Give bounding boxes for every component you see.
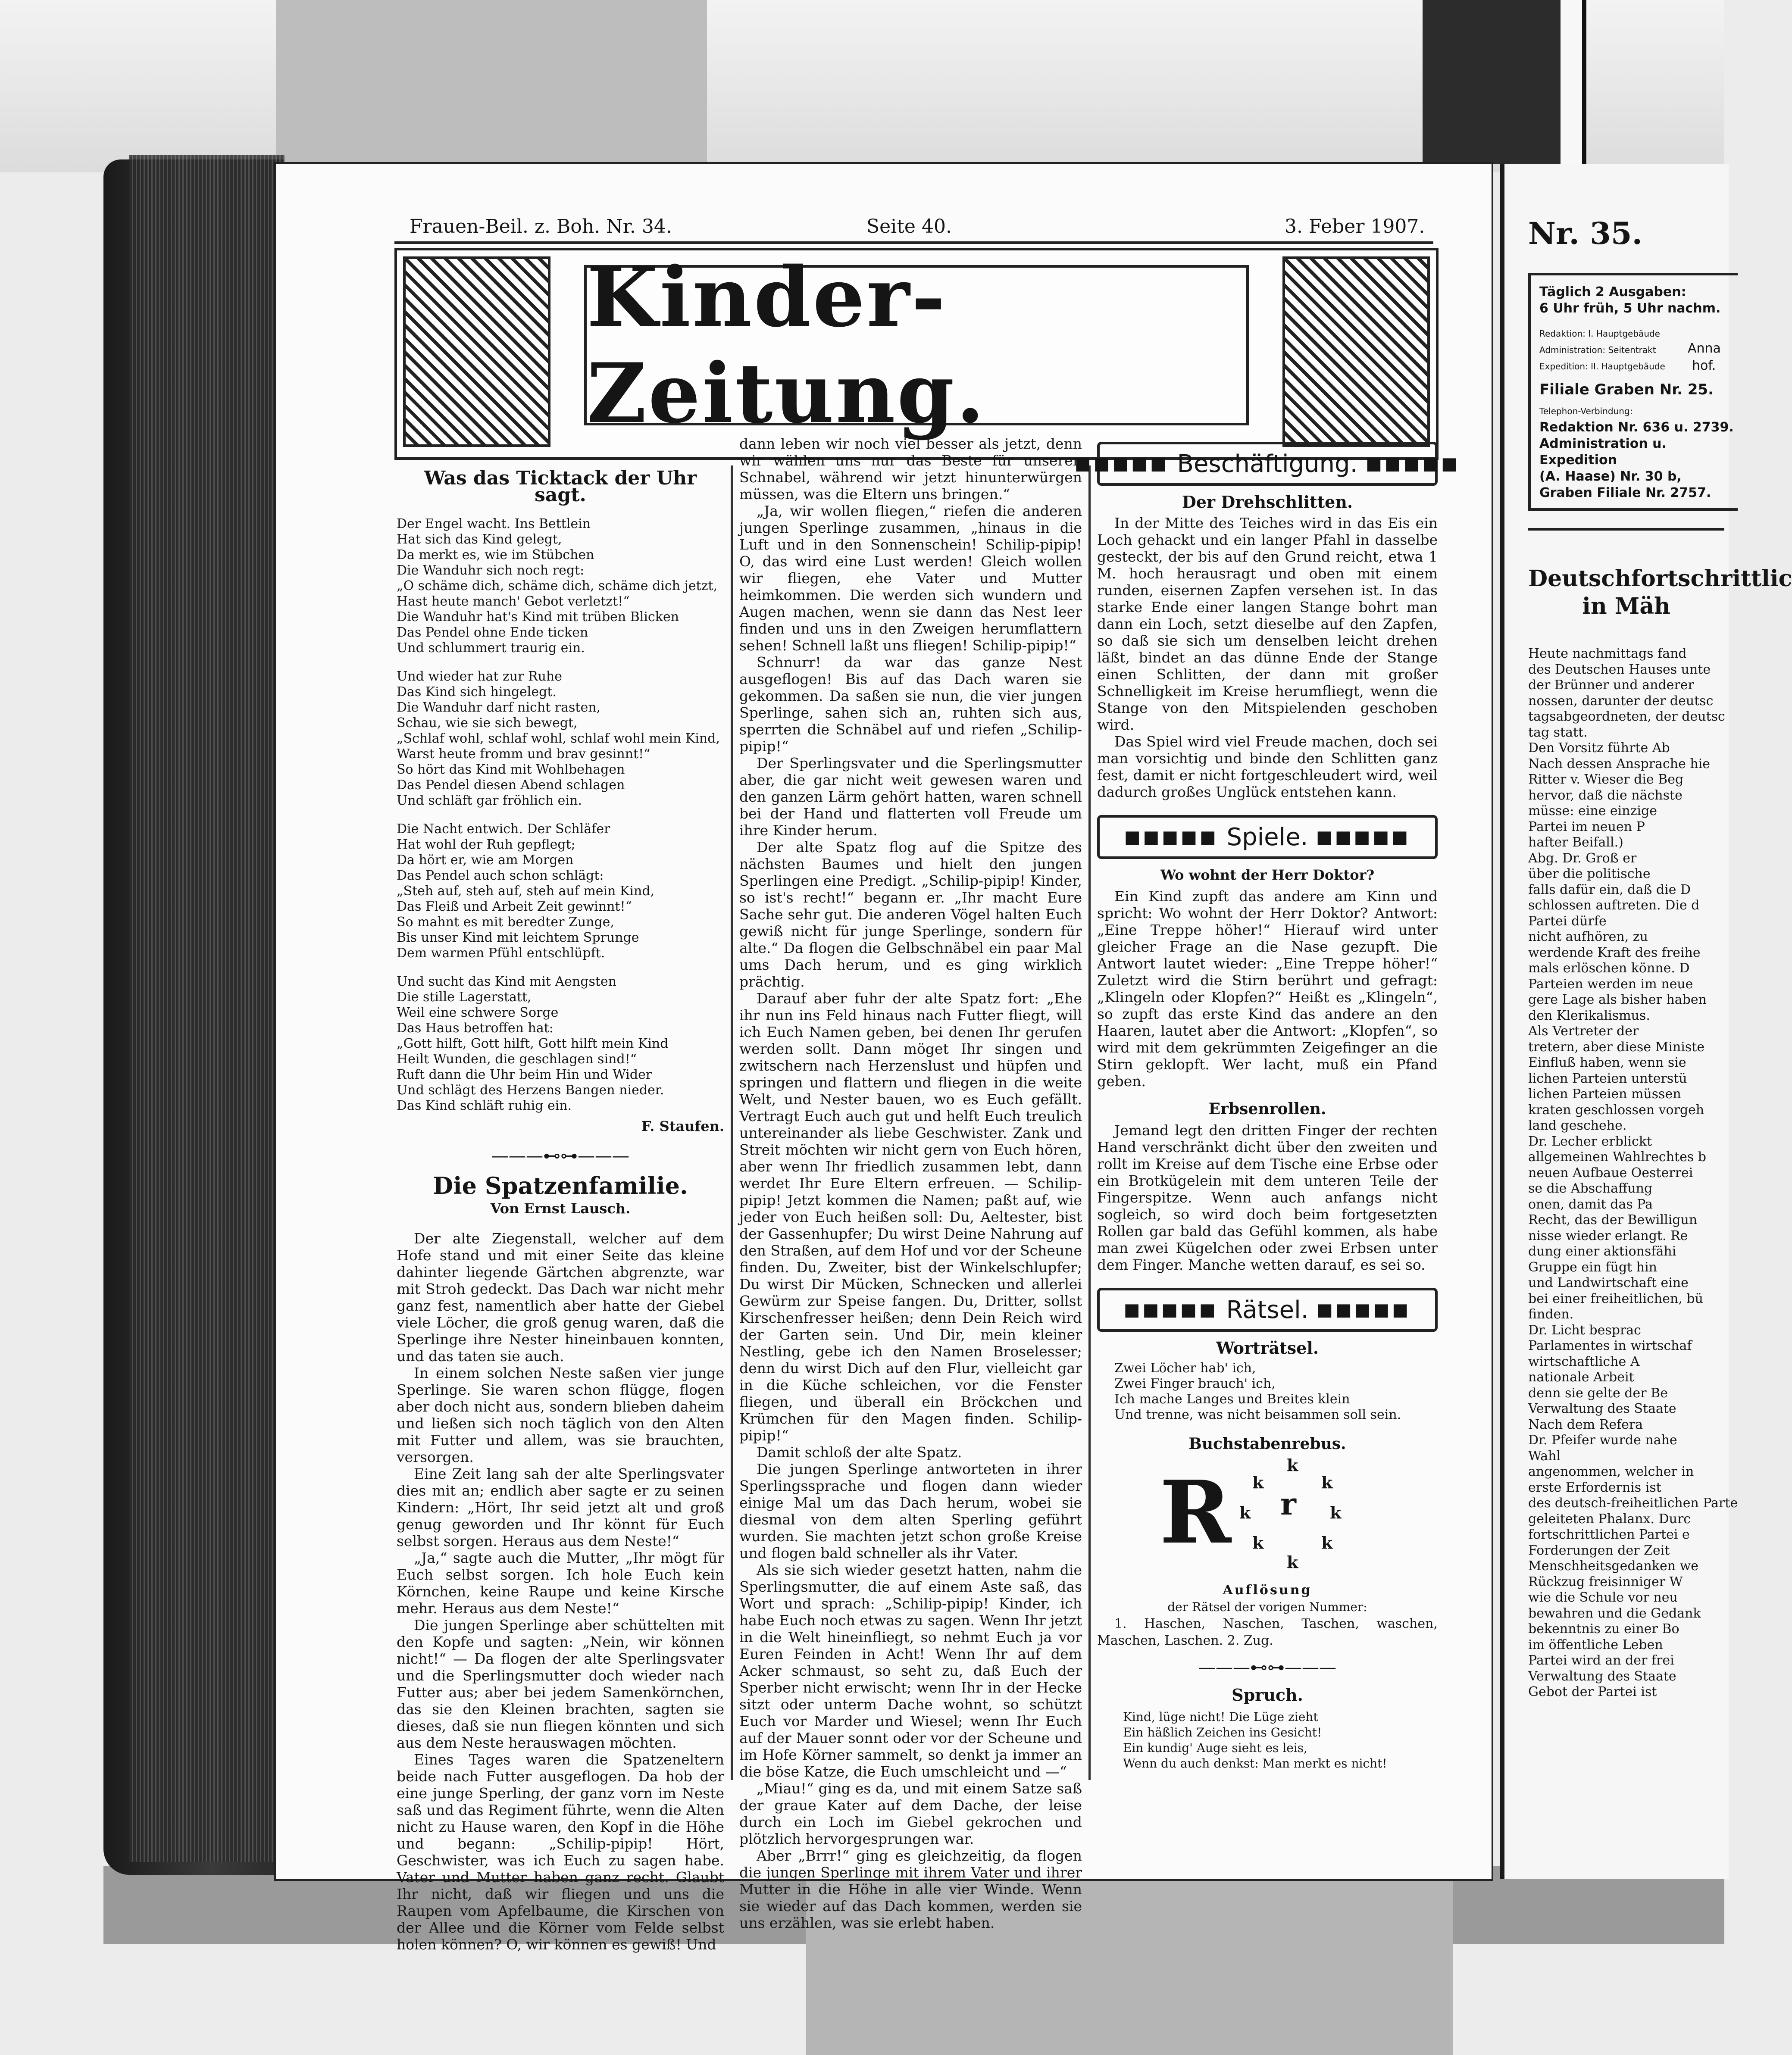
story-paragraph: Eine Zeit lang sah der alte Sperlingsvater dies mit an; endlich aber sagte er zu seinen Kindern: „Hört, Ihr seid jetzt alt und groß genug geworden und Ihr könnt für Euch selbst sorgen. Heraus aus dem Neste!“	[397, 1465, 724, 1549]
saying-verse: Kind, lüge nicht! Die Lüge zieht Ein häßlich Zeichen ins Gesicht! Ein kundig' Auge sieht es leis, Wenn du auch denkst: Man merkt es nicht!	[1123, 1710, 1387, 1771]
story-paragraph: Der alte Spatz flog auf die Spitze des nächsten Baumes und hielt den jungen Sperlingen eine Predigt. „Schilip-pipip! Kinder, so ist's recht!“ begann er. „Ihr macht Eure Sache sehr gut. Die anderen Vögel halten Euch gewiß nicht für junge Sperlinge, sondern für alte.“ Da flogen die Gelbschnäbel ein paar Mal ums Dach herum, und es ging wirklich prächtig.	[739, 839, 1082, 990]
article-line: bekenntnis zu einer Bo	[1528, 1621, 1679, 1637]
story-paragraph: Damit schloß der alte Spatz.	[757, 1444, 962, 1461]
article-line: schlossen auftreten. Die d	[1528, 898, 1700, 913]
rebus-letter: k	[1330, 1503, 1342, 1522]
poem-stanza: Die Nacht entwich. Der Schläfer Hat wohl der Ruh gepflegt; Da hört er, wie am Morgen Das Pendel auch schon schlägt: „Steh auf, steh auf, steh auf mein Kind, Das Fleiß und Arbeit Zeit gewinnt!“ So mahnt es mit beredter Zunge, Bis unser Kind mit leichtem Sprunge Dem warmen Pfühl entschlüpft.	[397, 821, 655, 961]
article-line: hafter Beifall.)	[1528, 835, 1623, 850]
square-ornament: ■■■■■	[1308, 827, 1411, 847]
saying-title: Spruch.	[1232, 1685, 1303, 1705]
story-paragraph: „Ja, wir wollen fliegen,“ riefen die anderen jungen Sperlinge zusammen, „hinaus in die Luft und in den Sonnenschein! Schilip-pipip! O, das wird eine Lust werden! Gleich wollen wir fliegen, ehe Vater und Mutter heimkommen. Die werden sich wundern und Augen machen, wenn sie dann das Nest leer finden und uns in den Zweigen herumflattern sehen! Schnell laßt uns fliegen! Schilip-pipip!“	[739, 503, 1082, 654]
section-header-beschaeftigung	[1074, 442, 1460, 486]
story-paragraph: dann leben wir noch viel besser als jetzt, denn wir wählen uns nur das Beste für unseren Schnabel, während wir jetzt hinunterwürgen müssen, was die Eltern uns bringen.“	[739, 435, 1082, 503]
rebus-letter: k	[1239, 1503, 1251, 1522]
article-line: Gebot der Partei ist	[1528, 1684, 1657, 1699]
article-paragraph: Das Spiel wird viel Freude machen, doch sei man vorsichtig und binde den Schlitten ganz fest, damit er nicht fortgeschleudert wird, weil dadurch großes Unglück entstehen kann.	[1097, 733, 1438, 800]
article-line: hervor, daß die nächste	[1528, 787, 1683, 803]
article-line: Rückzug freisinniger W	[1528, 1574, 1683, 1590]
solution-label: Auflösung	[1223, 1583, 1312, 1598]
rebus-letter: k	[1287, 1552, 1298, 1572]
rebus-title: Buchstabenrebus.	[1188, 1435, 1346, 1453]
info-line: Telephon-Verbindung:	[1539, 406, 1633, 416]
info-line: Anna	[1688, 341, 1721, 356]
article-line: allgemeinen Wahlrechtes b	[1528, 1149, 1706, 1165]
article-line: Als Vertreter der	[1528, 1024, 1639, 1039]
article-line: falls dafür ein, daß die D	[1528, 882, 1691, 897]
story-paragraph: Die jungen Sperlinge antworteten in ihrer Sperlingssprache und flogen dann wieder einige Mal um das Dach herum, wobei sie diesmal von dem alten Sperling geführt wurden. Sie machten jetzt schon große Kreise und flogen bald schneller als ihr Vater.	[739, 1461, 1082, 1562]
article-line: mals erlöschen könne. D	[1528, 961, 1690, 976]
rebus-letter: k	[1287, 1455, 1298, 1475]
story-paragraph: Der alte Ziegenstall, welcher auf dem Hofe stand und mit einer Seite das kleine dahinter liegende Gärtchen abgrenzte, war mit Stroh gedeckt. Das Dach war nicht mehr ganz fest, namentlich aber hatte der Giebel viele Löcher, die groß genug waren, daß die Sperlinge ihre Nester hineinbauen konnten, und das taten sie auch.	[397, 1230, 724, 1365]
right-rule	[1528, 528, 1724, 531]
article-paragraph: Jemand legt den dritten Finger der rechten Hand verschränkt dicht über den zweiten und rollt im Kreise auf dem Tische eine Erbse oder ein Brotkügelein mit dem unteren Teile der Fingerspitze. Wenn auch anfangs nicht sogleich, so wird doch beim fortgesetzten Rollen gar bald das Gefühl kommen, als habe man zwei Kügelchen oder zwei Erbsen unter dem Finger. Manche wetten darauf, es sei so.	[1097, 1122, 1438, 1273]
square-ornament: ■■■■■	[1357, 453, 1460, 474]
article-line: lichen Parteien unterstü	[1528, 1071, 1687, 1086]
rebus-letter: k	[1321, 1473, 1333, 1492]
article-line: Recht, das der Bewilligun	[1528, 1212, 1698, 1227]
info-line: Administration: Seitentrakt	[1539, 345, 1656, 355]
info-box	[1528, 273, 1738, 511]
article-line: Parlamentes in wirtschaf	[1528, 1338, 1692, 1353]
article-line: geleiteten Phalanx. Durc	[1528, 1511, 1691, 1527]
column-2	[739, 435, 1082, 1931]
story-paragraph: Als sie sich wieder gesetzt hatten, nahm die Sperlingsmutter, die auf einem Aste saß, das Wort und sprach: „Schilip-pipip! Kinder, ich habe Euch noch etwas zu sagen. Wenn Ihr jetzt in die Welt hineinfliegt, so nehmt Euch ja vor Euren Feinden in Acht! Wenn Ihr auf dem Acker schmaust, so seht zu, daß Euch der Sperber nicht erwischt; wenn Ihr in der Hecke sitzt oder unterm Dache wohnt, so schützt Euch vor Marder und Wiesel; wenn Ihr Euch auf der Mauer sonnt oder vor der Scheune und im Hofe Körner sammelt, so denkt ja immer an die böse Katze, die Euch umschleicht und —“	[739, 1562, 1082, 1780]
story-byline: Von Ernst Lausch.	[490, 1200, 631, 1217]
square-ornament: ■■■■■	[1124, 827, 1227, 847]
article-line: angenommen, welcher in	[1528, 1464, 1694, 1479]
info-line: Redaktion: I. Hauptgebäude	[1539, 328, 1660, 339]
square-ornament: ■■■■■	[1074, 453, 1177, 474]
riddle-verse: Zwei Löcher hab' ich, Zwei Finger brauch' ich, Ich mache Langes und Breites klein Und trenne, was nicht beisammen soll sein.	[1114, 1361, 1401, 1422]
story-paragraph: „Ja,“ sagte auch die Mutter, „Ihr mögt für Euch selbst sorgen. Ich hole Euch kein Körnchen, keine Raupe und keine Kirsche mehr. Heraus aus dem Neste!“	[397, 1549, 724, 1617]
article-line: des Deutschen Hauses unte	[1528, 662, 1711, 677]
facing-page-content	[1528, 215, 1792, 1853]
background-strip	[276, 0, 707, 164]
article-line: fortschrittlichen Partei e	[1528, 1527, 1690, 1542]
article-line: Dr. Pfeifer wurde nahe	[1528, 1433, 1677, 1448]
article-line: Partei wird an der frei	[1528, 1653, 1674, 1668]
running-head-left: Frauen-Beil. z. Boh. Nr. 34.	[410, 215, 672, 237]
article-line: lichen Parteien müssen	[1528, 1087, 1681, 1102]
rebus-letter: k	[1252, 1473, 1264, 1492]
section-header-label: Beschäftigung.	[1177, 450, 1358, 478]
article-line: Einfluß haben, wenn sie	[1528, 1055, 1686, 1070]
right-knot-ornament	[1282, 256, 1430, 447]
article-line: bei einer freiheitlichen, bü	[1528, 1291, 1703, 1306]
article-line: werdende Kraft des freihe	[1528, 945, 1701, 960]
story-paragraph: Schnurr! da war das ganze Nest ausgeflogen! Bis auf das Dach waren sie gekommen. Da saßen sie nun, die vier jungen Sperlinge, sahen sich an, ruhten sich aus, sperrten die Schnäbel auf und riefen „Schilip-pipip!“	[739, 654, 1082, 755]
info-line: Administration u. Expedition	[1539, 436, 1667, 468]
info-line: Expedition: II. Hauptgebäude	[1539, 361, 1665, 372]
square-ornament: ■■■■■	[1308, 1299, 1411, 1320]
article-line: über die politische	[1528, 866, 1651, 881]
article-line: Ritter v. Wieser die Beg	[1528, 772, 1684, 787]
article-line: se die Abschaffung	[1528, 1181, 1653, 1196]
info-line: hof.	[1692, 358, 1716, 373]
rebus-center-letter: r	[1280, 1486, 1296, 1522]
story-title: Die Spatzenfamilie.	[433, 1172, 688, 1199]
article-line: Forderungen der Zeit	[1528, 1543, 1670, 1558]
article-line: neuen Aufbaue Oesterrei	[1528, 1165, 1693, 1181]
background-strip	[1582, 0, 1586, 164]
rebus-big-letter: R	[1160, 1462, 1232, 1563]
background-strip	[1561, 0, 1582, 164]
article-line: land geschehe.	[1528, 1118, 1627, 1133]
column-3	[1074, 442, 1460, 1771]
square-ornament: ■■■■■	[1123, 1299, 1226, 1320]
solution-text: 1. Haschen, Naschen, Taschen, waschen, Maschen, Laschen. 2. Zug.	[1097, 1616, 1438, 1648]
article-line: nossen, darunter der deutsc	[1528, 693, 1714, 709]
divider-ornament: ———⊷⊶———	[1198, 1658, 1336, 1677]
story-paragraph: Aber „Brrr!“ ging es gleichzeitig, da flogen die jungen Sperlinge mit ihrem Vater und ihrer Mutter in die Höhe in alle vier Winde. Wenn sie wieder auf das Dach kommen, werden sie uns erzählen, was sie erlebt haben.	[739, 1847, 1082, 1931]
article-line: tretern, aber diese Ministe	[1528, 1039, 1705, 1055]
article-line: Parteien werden im neue	[1528, 976, 1693, 992]
article-line: Nach dem Refera	[1528, 1417, 1643, 1432]
info-line: Graben Filiale Nr. 2757.	[1539, 485, 1711, 500]
article-line: nationale Arbeit	[1528, 1370, 1634, 1385]
article-line: onen, damit das Pa	[1528, 1196, 1653, 1212]
info-line: Redaktion Nr. 636 u. 2739.	[1539, 420, 1734, 435]
article-paragraph: Ein Kind zupft das andere am Kinn und spricht: Wo wohnt der Herr Doktor? Antwort: „Eine Treppe höher!“ Hierauf wird unter gleicher Frage an die Nase gezupft. Die Antwort lautet wieder: „Eine Treppe höher!“ Zuletzt wird die Stirn berührt und gefragt: „Klingeln oder Klopfen?“ Heißt es „Klingeln“, so zupft das erste Kind das andere an den Haaren, lautet aber die Antwort: „Klopfen“, so wird mit dem gekrümmten Zeigefinger an die Stirn geklopft. Wer lacht, muß ein Pfand geben.	[1097, 888, 1438, 1090]
rebus-figure	[1097, 1457, 1438, 1577]
article-line: Verwaltung des Staate	[1528, 1668, 1676, 1684]
article-line: im öffentliche Leben	[1528, 1637, 1663, 1652]
poem-stanza: Und sucht das Kind mit Aengsten Die stille Lagerstatt, Weil eine schwere Sorge Das Haus betroffen hat: „Gott hilft, Gott hilft, Gott hilft mein Kind Heilt Wunden, die geschlagen sind!“ Ruft dann die Uhr beim Hin und Wider Und schlägt des Herzens Bangen nieder. Das Kind schläft ruhig ein.	[397, 974, 669, 1113]
story-paragraph: „Miau!“ ging es da, und mit einem Satze saß der graue Kater auf dem Dache, der leise durch ein Loch im Giebel gekrochen und plötzlich hervorgesprungen war.	[739, 1780, 1082, 1847]
section-header-label: Spiele.	[1226, 823, 1308, 851]
column-divider	[731, 465, 733, 1780]
divider-ornament: ———⊷⊶———	[491, 1146, 629, 1166]
top-rule	[394, 241, 1433, 244]
right-article	[1528, 646, 1738, 1700]
article-line: des deutsch-freiheitlichen Parte	[1528, 1496, 1738, 1511]
poem-title: Was das Ticktack der Uhr sagt.	[424, 467, 697, 506]
section-header-raetsel	[1097, 1288, 1438, 1332]
story-paragraph: Eines Tages waren die Spatzeneltern beide nach Futter ausgeflogen. Da hob der eine junge Sperling, der ganz vorn im Neste saß und das Regiment führte, wenn die Alten nicht zu Hause waren, den Kopf in die Höhe und begann: „Schilip-pipip! Hört, Geschwister, was ich Euch zu sagen habe. Vater und Mutter haben ganz recht. Glaubt Ihr nicht, daß wir fliegen und uns die Raupen vom Apfelbaume, die Kirschen von der Allee und die Körner vom Felde selbst holen können? O, wir können es gewiß! Und	[397, 1751, 724, 1953]
article-line: finden.	[1528, 1307, 1574, 1322]
article-line: der Brünner und anderer	[1528, 678, 1694, 693]
article-line: Menschheitsgedanken we	[1528, 1558, 1699, 1574]
article-line: wirtschaftliche A	[1528, 1354, 1640, 1369]
article-line: Gruppe ein fügt hin	[1528, 1259, 1657, 1275]
running-head-center: Seite 40.	[866, 215, 952, 237]
article-line: denn sie gelte der Be	[1528, 1385, 1668, 1401]
article-line: nisse wieder erlangt. Re	[1528, 1228, 1688, 1243]
article-line: Heute nachmittags fand	[1528, 646, 1687, 661]
poem-stanza: Und wieder hat zur Ruhe Das Kind sich hingelegt. Die Wanduhr darf nicht rasten, Schau, wie sie sich bewegt, „Schlaf wohl, schlaf wohl, schlaf wohl mein Kind, Warst heute fromm und brav gesinnt!“ So hört das Kind mit Wohlbehagen Das Pendel diesen Abend schlagen Und schläft gar fröhlich ein.	[397, 669, 720, 808]
article-line: und Landwirtschaft eine	[1528, 1275, 1689, 1290]
column-divider	[1088, 465, 1091, 1780]
section-header-spiele	[1097, 815, 1438, 859]
info-line: Filiale Graben Nr. 25.	[1539, 381, 1714, 398]
page-edges	[129, 155, 285, 1862]
story-paragraph: In einem solchen Neste saßen vier junge Sperlinge. Sie waren schon flügge, flogen aber doch nicht aus, sondern blieben daheim und ließen sich noch täglich von den Alten mit Futter und allem, was sie brauchten, versorgen.	[397, 1365, 724, 1465]
solution-subtitle: der Rätsel der vorigen Nummer:	[1167, 1600, 1367, 1614]
article-title: Der Drehschlitten.	[1182, 492, 1353, 512]
article-line: Partei im neuen P	[1528, 819, 1645, 834]
article-line: Partei dürfe	[1528, 913, 1607, 929]
article-line: den Klerikalismus.	[1528, 1008, 1650, 1023]
story-paragraph: Der Sperlingsvater und die Sperlingsmutter aber, die gar nicht weit gewesen waren und den ganzen Lärm gehört hatten, waren schnell bei der Hand und flatterten voll Freude um ihre Kinder herum.	[739, 755, 1082, 839]
article-line: Dr. Lecher erblickt	[1528, 1134, 1652, 1149]
info-line: (A. Haase) Nr. 30 b,	[1539, 469, 1682, 484]
article-line: Verwaltung des Staate	[1528, 1401, 1676, 1416]
article-line: Dr. Licht besprac	[1528, 1322, 1641, 1338]
article-line: tagsabgeordneten, der deutsc	[1528, 709, 1725, 724]
article-line: gere Lage als bisher haben	[1528, 992, 1707, 1007]
issue-number: Nr. 35.	[1528, 215, 1642, 251]
background-strip	[1423, 0, 1565, 164]
article-line: bewahren und die Gedank	[1528, 1605, 1701, 1621]
article-title: Erbsenrollen.	[1208, 1100, 1326, 1118]
article-line: Wahl	[1528, 1448, 1561, 1464]
running-head-right: 3. Feber 1907.	[1285, 215, 1425, 237]
article-line: kraten geschlossen vorgeh	[1528, 1102, 1704, 1118]
rebus-letter: k	[1321, 1533, 1333, 1552]
article-line: Den Vorsitz führte Ab	[1528, 740, 1670, 756]
info-line: Täglich 2 Ausgaben:	[1539, 284, 1686, 300]
article-line: müsse: eine einzige	[1528, 803, 1657, 818]
column-1	[397, 461, 724, 1953]
article-title: Wo wohnt der Herr Doktor?	[1160, 867, 1375, 883]
story-paragraph: Die jungen Sperlinge aber schüttelten mit den Kopfe und sagten: „Nein, wir können nicht!“ — Da flogen der alte Sperlingsvater und die Sperlingsmutter doch wieder nach Futter aus; aber bei jedem Samenkörnchen, das sie den Kleinen brachten, sagten sie dieses, daß sie nun fliegen könnten und sich aus dem Neste herauswagen möchten.	[397, 1617, 724, 1751]
info-line: 6 Uhr früh, 5 Uhr nachm.	[1539, 301, 1721, 316]
poem-stanza: Der Engel wacht. Ins Bettlein Hat sich das Kind gelegt, Da merkt es, wie im Stübchen Die Wanduhr sich noch regt: „O schäme dich, schäme dich, schäme dich jetzt, Hast heute manch' Gebot verletzt!“ Die Wanduhr hat's Kind mit trüben Blicken Das Pendel ohne Ende ticken Und schlummert traurig ein.	[397, 516, 718, 656]
article-line: nicht aufhören, zu	[1528, 929, 1648, 944]
article-line: tag statt.	[1528, 725, 1588, 740]
article-line: wie die Schule vor neu	[1528, 1590, 1678, 1605]
masthead-title: Kinder-Zeitung.	[584, 265, 1249, 425]
left-knot-ornament	[403, 256, 550, 447]
riddle-title: Worträtsel.	[1216, 1338, 1319, 1358]
article-paragraph: In der Mitte des Teiches wird in das Eis ein Loch gehackt und ein langer Pfahl in dasselbe gesteckt, der bis auf den Grund reicht, etwa 1 M. hoch herausragt und oben mit einem runden, eisernen Zapfen versehen ist. In das starke Ende einer langen Stange bohrt man dann ein Loch, setzt dieselbe auf den Zapfen, so daß sie sich um denselben leicht drehen läßt, bindet an das dünne Ende der Stange einen Schlitten, der dann mit großer Schnelligkeit im Kreise herumfliegt, wenn die Stange von den Mitspielenden geschoben wird.	[1097, 515, 1438, 733]
story-paragraph: Darauf aber fuhr der alte Spatz fort: „Ehe ihr nun ins Feld hinaus nach Futter fliegt, will ich Euch Namen geben, bei denen Ihr gerufen werden sollt. Dann möget Ihr singen und zwitschern nach Herzenslust und hüpfen und springen und flattern und fliegen in die weite Welt, und Nester bauen, wo es Euch gefällt. Vertragt Euch auch gut und helft Euch treulich untereinander als liebe Geschwister. Zank und Streit möchten wir nicht gern von Euch hören, aber wenn Ihr friedlich zusammen lebt, dann werdet Ihr Eure Eltern erfreuen. — Schilip-pipip! Jetzt kommen die Namen; paßt auf, wie jeder von Euch heißen soll: Du, Aeltester, bist der Gassenhupfer; Du wirst Deine Nahrung auf den Straßen, auf dem Hof und vor der Scheune finden. Du, Zweiter, bist der Winkelschlupfer; Du wirst Dir Mücken, Schnecken und allerlei Gewürm zur Speise fangen. Du, Dritter, sollst Kirschenfresser heißen; denn Dein Reich wird der Garten sein. Und Dir, mein kleiner Nestling, gebe ich den Namen Broselesser; denn du wirst Dich auf den Flur, vielleicht gar in die Küche schleichen, vor die Fenster fliegen, und überall ein Bröckchen und Krümchen für den Magen finden. Schilip-pipip!“	[739, 990, 1082, 1444]
right-headline: Deutschfortschrittlic in Mäh	[1528, 565, 1792, 619]
rebus-letter: k	[1252, 1533, 1264, 1552]
section-header-label: Rätsel.	[1226, 1296, 1309, 1324]
poem-author: F. Staufen.	[641, 1118, 724, 1134]
article-line: erste Erfordernis ist	[1528, 1480, 1661, 1495]
article-line: Abg. Dr. Groß er	[1528, 850, 1637, 866]
article-line: Nach dessen Ansprache hie	[1528, 756, 1711, 771]
article-line: dung einer aktionsfähi	[1528, 1244, 1676, 1259]
